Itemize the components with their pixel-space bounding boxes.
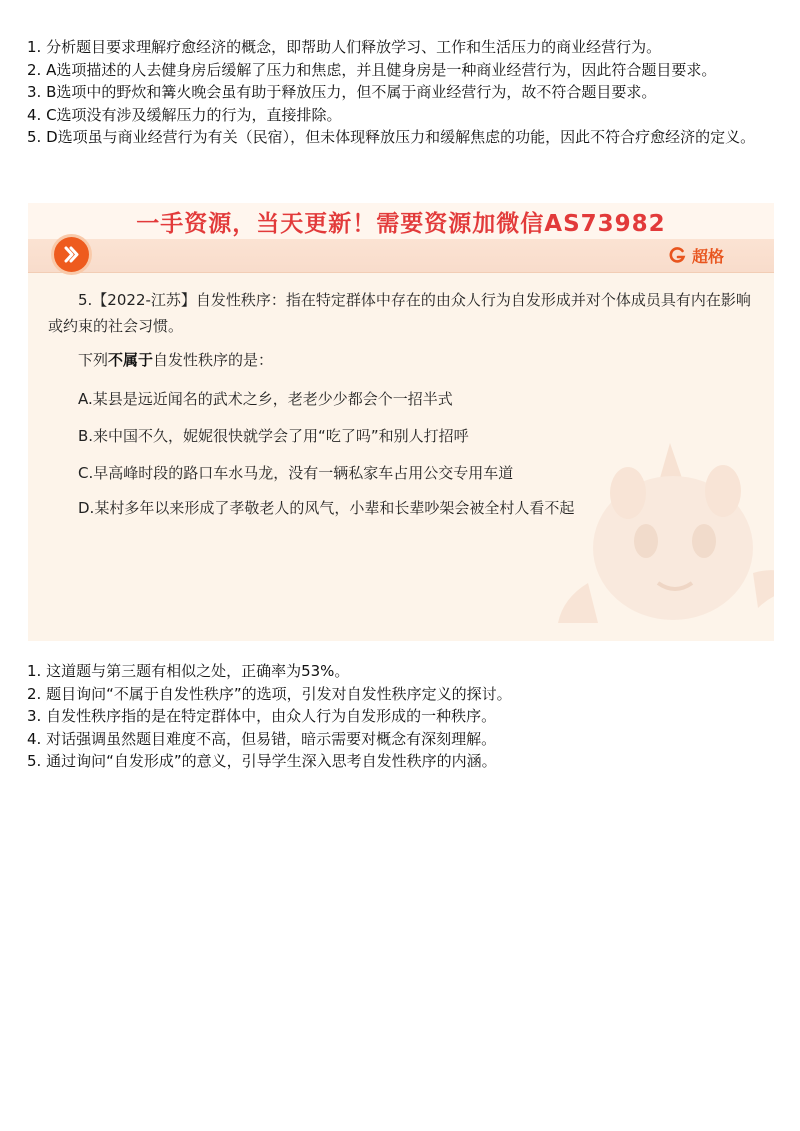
- next-button[interactable]: [54, 237, 89, 272]
- list-item: 2. 题目询问“不属于自发性秩序”的选项，引发对自发性秩序定义的探讨。: [27, 684, 512, 703]
- brand-logo-icon: [669, 247, 686, 264]
- discussion-list: [27, 660, 779, 773]
- brand-mark: [669, 244, 724, 266]
- list-item: 1. 分析题目要求理解疗愈经济的概念，即帮助人们释放学习、工作和生活压力的商业经营行为。: [27, 38, 662, 56]
- prompt-text: 自发性秩序的是：: [153, 351, 274, 369]
- prompt-text: 下列: [78, 351, 109, 369]
- list-item: 3. B选项中的野炊和篝火晚会虽有助于释放压力，但不属于商业经营行为，故不符合题目要求。: [27, 83, 657, 101]
- list-item: 3. 自发性秩序指的是在特定群体中，由众人行为自发形成的一种秩序。: [27, 707, 497, 725]
- promo-banner: [28, 203, 774, 239]
- unicorn-mascot: [558, 423, 774, 641]
- chevron-right-icon: [63, 246, 80, 263]
- prompt-emphasis: 不属于: [108, 351, 154, 369]
- option-c[interactable]: C.早高峰时段的路口车水马龙，没有一辆私家车占用公交专用车道: [78, 464, 514, 482]
- question-stem: 5.【2022-江苏】自发性秩序：指在特定群体中存在的由众人行为自发形成并对个体成员具有内在影响或约束的社会习惯。: [48, 291, 751, 335]
- brand-name: 超格: [691, 246, 724, 266]
- list-item: 5. 通过询问“自发形成”的意义，引导学生深入思考自发性秩序的内涵。: [27, 752, 497, 770]
- list-item: 2. A选项描述的人去健身房后缓解了压力和焦虑，并且健身房是一种商业经营行为，因此符合题目要求。: [27, 60, 717, 79]
- banner-text: 一手资源，当天更新！需要资源加微信AS73982: [136, 211, 666, 237]
- list-item: 4. 对话强调虽然题目难度不高，但易错，暗示需要对概念有深刻理解。: [27, 729, 497, 748]
- option-a[interactable]: A.某县是远近闻名的武术之乡，老老少少都会个一招半式: [78, 390, 453, 408]
- analysis-list: [27, 36, 779, 149]
- slide-header-band: [28, 239, 774, 273]
- list-item: 4. C选项没有涉及缓解压力的行为，直接排除。: [27, 105, 342, 124]
- list-item: 5. D选项虽与商业经营行为有关（民宿），但未体现释放压力和缓解焦虑的功能，因此不符合疗愈经济的定义。: [27, 128, 756, 146]
- question-slide: [28, 203, 774, 641]
- question-prompt: [78, 349, 273, 370]
- option-d[interactable]: D.某村多年以来形成了孝敬老人的风气，小辈和长辈吵架会被全村人看不起: [78, 499, 575, 517]
- option-b[interactable]: B.来中国不久，妮妮很快就学会了用“吃了吗”和别人打招呼: [78, 427, 469, 445]
- list-item: 1. 这道题与第三题有相似之处，正确率为53%。: [27, 662, 350, 680]
